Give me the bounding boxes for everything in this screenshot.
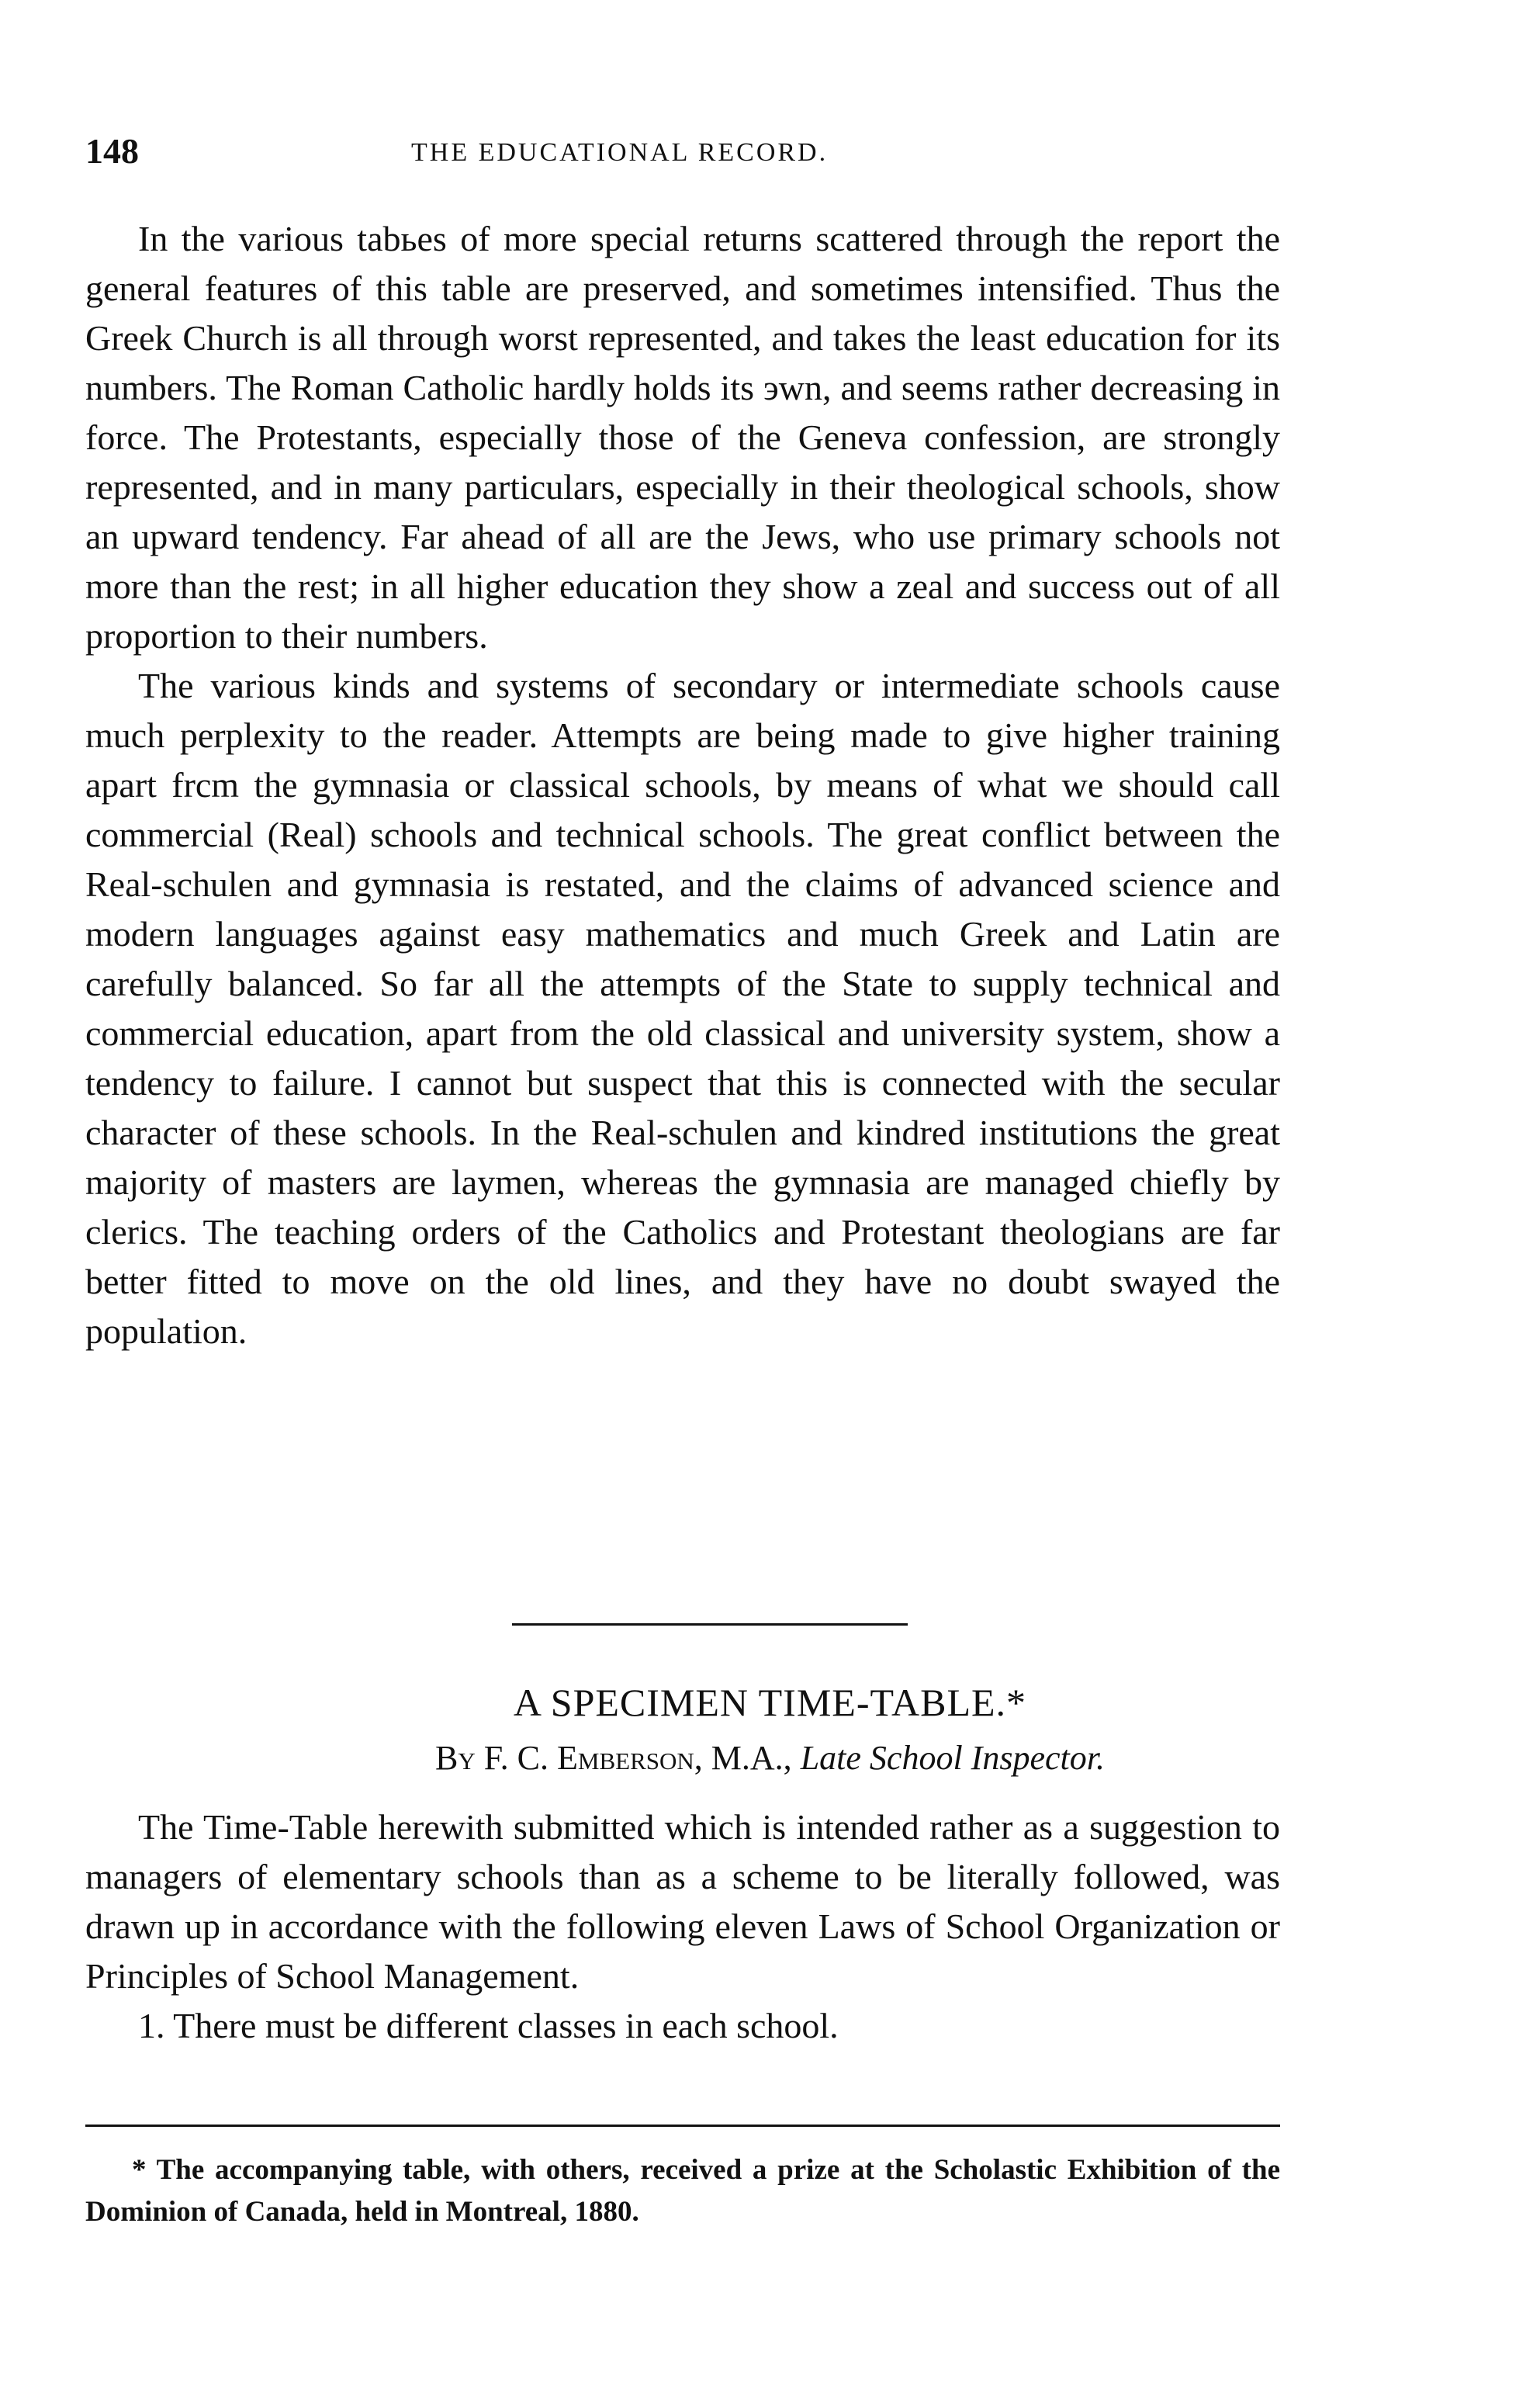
- paragraph-secondary-schools: The various kinds and systems of secondary or intermediate schools cause much perplexity to the reader. Attempts are being made to give higher training apart frcm the gymnasia or classical schools, by means of what we should call commercial (Real) schools and technical schools. The great conflict between the Real-schulen and gymnasia is restated, and the claims of advanced science and modern languages against easy mathematics and much Greek and Latin are carefully balanced. So far all the attempts of the State to supply technical and commercial education, apart from the old classical and university system, show a tendency to failure. I cannot but suspect that this is connected with the secular character of these schools. In the Real-schulen and kindred institutions the great majority of masters are laymen, whereas the gymnasia are managed chiefly by clerics. The teaching orders of the Catholics and Protestant theologians are far better fitted to move on the old lines, and they have no doubt swayed the population.: [85, 666, 1280, 1351]
- page-header: [85, 130, 1296, 177]
- byline-role: Late School Inspector.: [800, 1739, 1105, 1777]
- section-intro: The Time-Table herewith submitted which is intended rather as a suggestion to managers of elementary schools than as a scheme to be literally followed, was drawn up in accordance with the following eleven Laws of School Organization or Principles of School Management.: [85, 1807, 1280, 1996]
- footnote-text: * The accompanying table, with others, received a prize at the Scholastic Exhibition of the Dominion of Canada, held in Montreal, 1880.: [85, 2154, 1280, 2228]
- page-number: 148: [85, 131, 139, 171]
- article-body: [85, 214, 1280, 1356]
- section-divider: [512, 1623, 908, 1626]
- principle-item-1: 1. There must be different classes in each school.: [138, 2006, 839, 2045]
- footnote-divider: [85, 2125, 1280, 2127]
- section-body: [85, 1802, 1280, 2051]
- byline-author: By F. C. Emberson, M.A.,: [435, 1739, 801, 1777]
- paragraph-religion-statistics: In the various tabьes of more special returns scattered through the report the general features of this table are preserved, and sometimes intensified. Thus the Greek Church is all through worst represented, and takes the least education for its numbers. The Roman Catholic hardly holds its эwn, and seems rather decreasing in force. The Protestants, especially those of the Geneva confession, are strongly represented, and in many particulars, especially in their theological schools, show an upward tendency. Far ahead of all are the Jews, who use primary schools not more than the rest; in all higher education they show a zeal and success out of all proportion to their numbers.: [85, 219, 1280, 656]
- footnote: [85, 2149, 1280, 2233]
- byline: [0, 1738, 1540, 1778]
- section-title: A SPECIMEN TIME-TABLE.*: [513, 1681, 1027, 1724]
- running-head: THE EDUCATIONAL RECORD.: [411, 138, 829, 167]
